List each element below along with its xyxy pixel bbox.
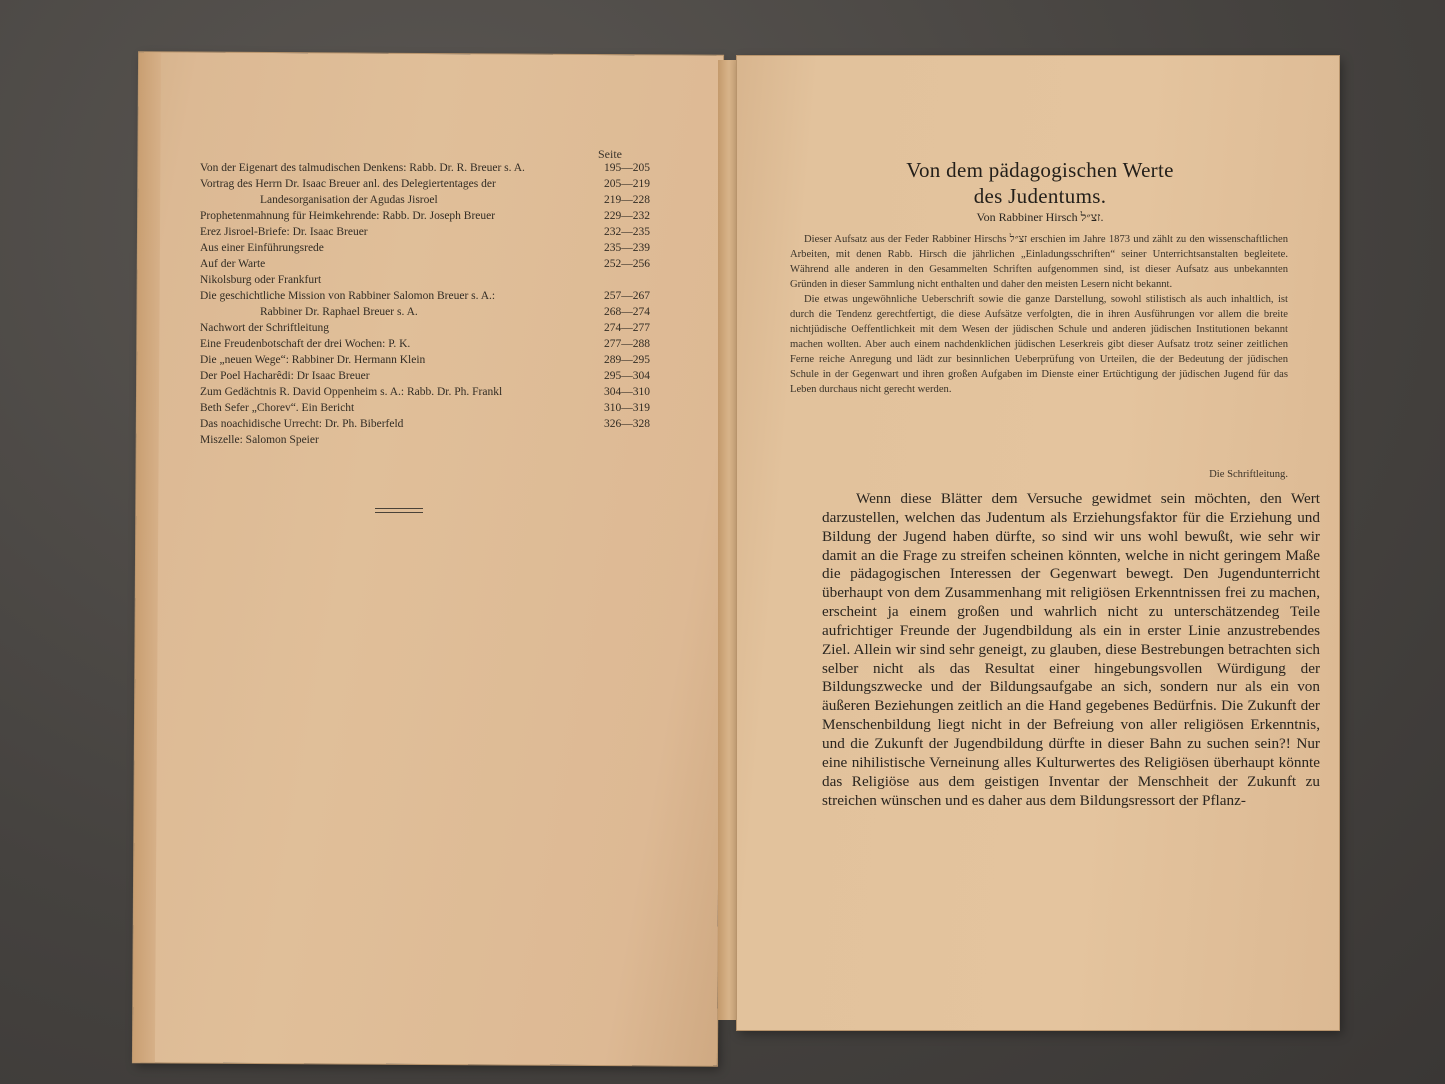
toc-entry bbox=[200, 336, 650, 352]
toc-entry-title: Der Poel Hacharêdi: Dr Isaac Breuer bbox=[200, 370, 370, 382]
article-title bbox=[790, 157, 1290, 209]
toc-entry-pages: 310—319 bbox=[604, 402, 650, 414]
toc-entry-pages: 257—267 bbox=[604, 290, 650, 302]
toc-entry bbox=[200, 400, 650, 416]
toc-entry-pages: 326—328 bbox=[604, 418, 650, 430]
toc-entry-title: Von der Eigenart des talmudischen Denkens: Rabb. Dr. R. Breuer s. A. bbox=[200, 162, 525, 174]
toc-entry bbox=[200, 416, 650, 432]
toc-entry bbox=[200, 176, 650, 192]
toc-entry-pages: 205—219 bbox=[604, 178, 650, 190]
toc-entry-pages: 195—205 bbox=[604, 162, 650, 174]
toc-entry bbox=[200, 256, 650, 272]
toc-entry-title: Aus einer Einführungsrede bbox=[200, 242, 324, 254]
toc-entry-title: Beth Sefer „Chorev“. Ein Bericht bbox=[200, 402, 355, 414]
toc-entry-pages: 268—274 bbox=[604, 306, 650, 318]
toc-entry-pages: 219—228 bbox=[604, 194, 650, 206]
toc-entry bbox=[200, 272, 650, 288]
toc-entry-pages: 304—310 bbox=[604, 386, 650, 398]
toc-entry bbox=[200, 368, 650, 384]
toc-entry-title: Zum Gedächtnis R. David Oppenheim s. A.: Rabb. Dr. Ph. Frankl bbox=[200, 386, 503, 398]
toc-entry bbox=[200, 320, 650, 336]
article-body bbox=[822, 490, 1320, 810]
toc-entry-title: Das noachidische Urrecht: Dr. Ph. Biberfeld bbox=[200, 418, 404, 430]
article-body-paragraph: Wenn diese Blätter dem Versuche gewidmet sein möchten, den Wert darzustellen, welchen das Judentum als Erziehungsfaktor für die Erziehung und Bildung der Jugend haben dürfte, so sind wir uns wohl bewußt, wie sehr wir damit an die Frage zu streifen scheinen könnten, welche in nicht geringem Maße die pädagogischen Interessen der Gegenwart bewegt. Den Jugendunterricht überhaupt von dem Zusammenhang mit religiösen Erkenntnissen frei zu machen, erscheint ja einem großen und wahrlich nicht zu unterschätzendeg Teile aufrichtiger Freunde der Jugendbildung als ein in erster Linie anzustrebendes Ziel. Allein wir sind sehr geneigt, zu glauben, diese Bestrebungen betrachten sich selber nicht als das Resultat einer hingebungsvollen Würdigung der Bildungszwecke und der Bildungsaufgabe an sich, sondern nur als ein von äußeren Beziehungen zeitlich an die Hand gegebenes Bedürfnis. Die Zukunft der Menschenbildung liegt nicht in der Befreiung von aller religiösen Erkenntnis, und die Zukunft der Jugendbildung dürfte in dieser Bahn zu suchen sein?! Nur eine nihilistische Verneinung alles Kulturwertes des Religiösen überhaupt könnte das Religiöse aus dem geistigen Inventar der Menschheit der Zukunft zu streichen wünschen und es daher aus dem Bildungsressort der Pflanz- bbox=[822, 490, 1320, 809]
article-title-line-1: Von dem pädagogischen Werte bbox=[906, 158, 1174, 182]
toc-entry-title: Vortrag des Herrn Dr. Isaac Breuer anl. des Delegiertentages der bbox=[200, 178, 496, 190]
toc-entry bbox=[200, 224, 650, 240]
preface-paragraph-2: Die etwas ungewöhnliche Ueberschrift sowie die ganze Darstellung, sowohl stilistisch als auch inhaltlich, ist durch die Tendenz gerechtfertigt, die diese Aufsätze verfolgten, die in ihren Ausführungen vor allem die breite nichtjüdische Oeffentlichkeit mit dem Wesen der jüdischen Schule und anderen jüdischen Institutionen bekannt machen wollten. Aber auch einem nachdenklichen jüdischen Leserkreis gibt dieser Aufsatz trotz seiner zeitlichen Ferne reiche Anregung und lädt zur besinnlichen Ueberprüfung von Urteilen, die der Bedeutung der jüdischen Schule in der Gegenwart und ihren großen Aufgaben im Dienste einer Ertüchtigung der jüdischen Jugend für das Leben durchaus nicht gerecht werden. bbox=[790, 294, 1288, 395]
toc-entry bbox=[200, 304, 650, 320]
toc-entry-title: Die „neuen Wege“: Rabbiner Dr. Hermann Klein bbox=[200, 354, 426, 366]
toc-entry bbox=[200, 208, 650, 224]
toc-entry-title: Rabbiner Dr. Raphael Breuer s. A. bbox=[260, 306, 418, 318]
toc-entry-title: Auf der Warte bbox=[200, 258, 266, 270]
toc-entry-title: Eine Freudenbotschaft der drei Wochen: P. K. bbox=[200, 338, 411, 350]
toc-entry-title: Erez Jisroel-Briefe: Dr. Isaac Breuer bbox=[200, 226, 368, 238]
table-of-contents bbox=[200, 160, 650, 448]
toc-divider bbox=[375, 508, 423, 513]
toc-entry bbox=[200, 384, 650, 400]
article-author: Von Rabbiner Hirsch זצ״ל. bbox=[976, 210, 1104, 224]
preface-paragraph-1: Dieser Aufsatz aus der Feder Rabbiner Hirschs זצ״ל erschien im Jahre 1873 und zählt zu den wissenschaftlichen Arbeiten, mit denen Rabb. Hirsch die jährlichen „Einladungsschriften“ seiner Unterrichtsanstalten begleitete. Während alle anderen in den Gesammelten Schriften aufgenommen sind, ist dieser Aufsatz aus unbekannten Gründen in dieser Sammlung nicht enthalten und daher den meisten Lesern nicht bekannt. bbox=[790, 234, 1288, 290]
toc-entry-title: Landesorganisation der Agudas Jisroel bbox=[260, 194, 438, 206]
toc-entry-pages: 229—232 bbox=[604, 210, 650, 222]
toc-entry-pages: 232—235 bbox=[604, 226, 650, 238]
toc-entry-title: Nikolsburg oder Frankfurt bbox=[200, 274, 322, 286]
toc-entry-pages: 295—304 bbox=[604, 370, 650, 382]
toc-entry-pages: 235—239 bbox=[604, 242, 650, 254]
toc-entry-pages: 277—288 bbox=[604, 338, 650, 350]
toc-entry-title: Miszelle: Salomon Speier bbox=[200, 434, 319, 446]
toc-entry-title: Die geschichtliche Mission von Rabbiner Salomon Breuer s. A.: bbox=[200, 290, 496, 302]
toc-entry-pages: 274—277 bbox=[604, 322, 650, 334]
toc-entry bbox=[200, 432, 650, 448]
toc-entry bbox=[200, 192, 650, 208]
preface-signature: Die Schriftleitung. bbox=[1209, 469, 1288, 480]
article-title-line-2: des Judentums. bbox=[973, 184, 1107, 208]
toc-entry-pages: 252—256 bbox=[604, 258, 650, 270]
editor-preface bbox=[790, 232, 1288, 397]
toc-entry-title: Prophetenmahnung für Heimkehrende: Rabb. Dr. Joseph Breuer bbox=[200, 210, 496, 222]
toc-entry bbox=[200, 288, 650, 304]
toc-entry-title: Nachwort der Schriftleitung bbox=[200, 322, 330, 334]
toc-entry bbox=[200, 240, 650, 256]
toc-seite-label: Seite bbox=[598, 147, 622, 161]
toc-entry-pages: 289—295 bbox=[604, 354, 650, 366]
toc-entry bbox=[200, 160, 650, 176]
toc-entry bbox=[200, 352, 650, 368]
